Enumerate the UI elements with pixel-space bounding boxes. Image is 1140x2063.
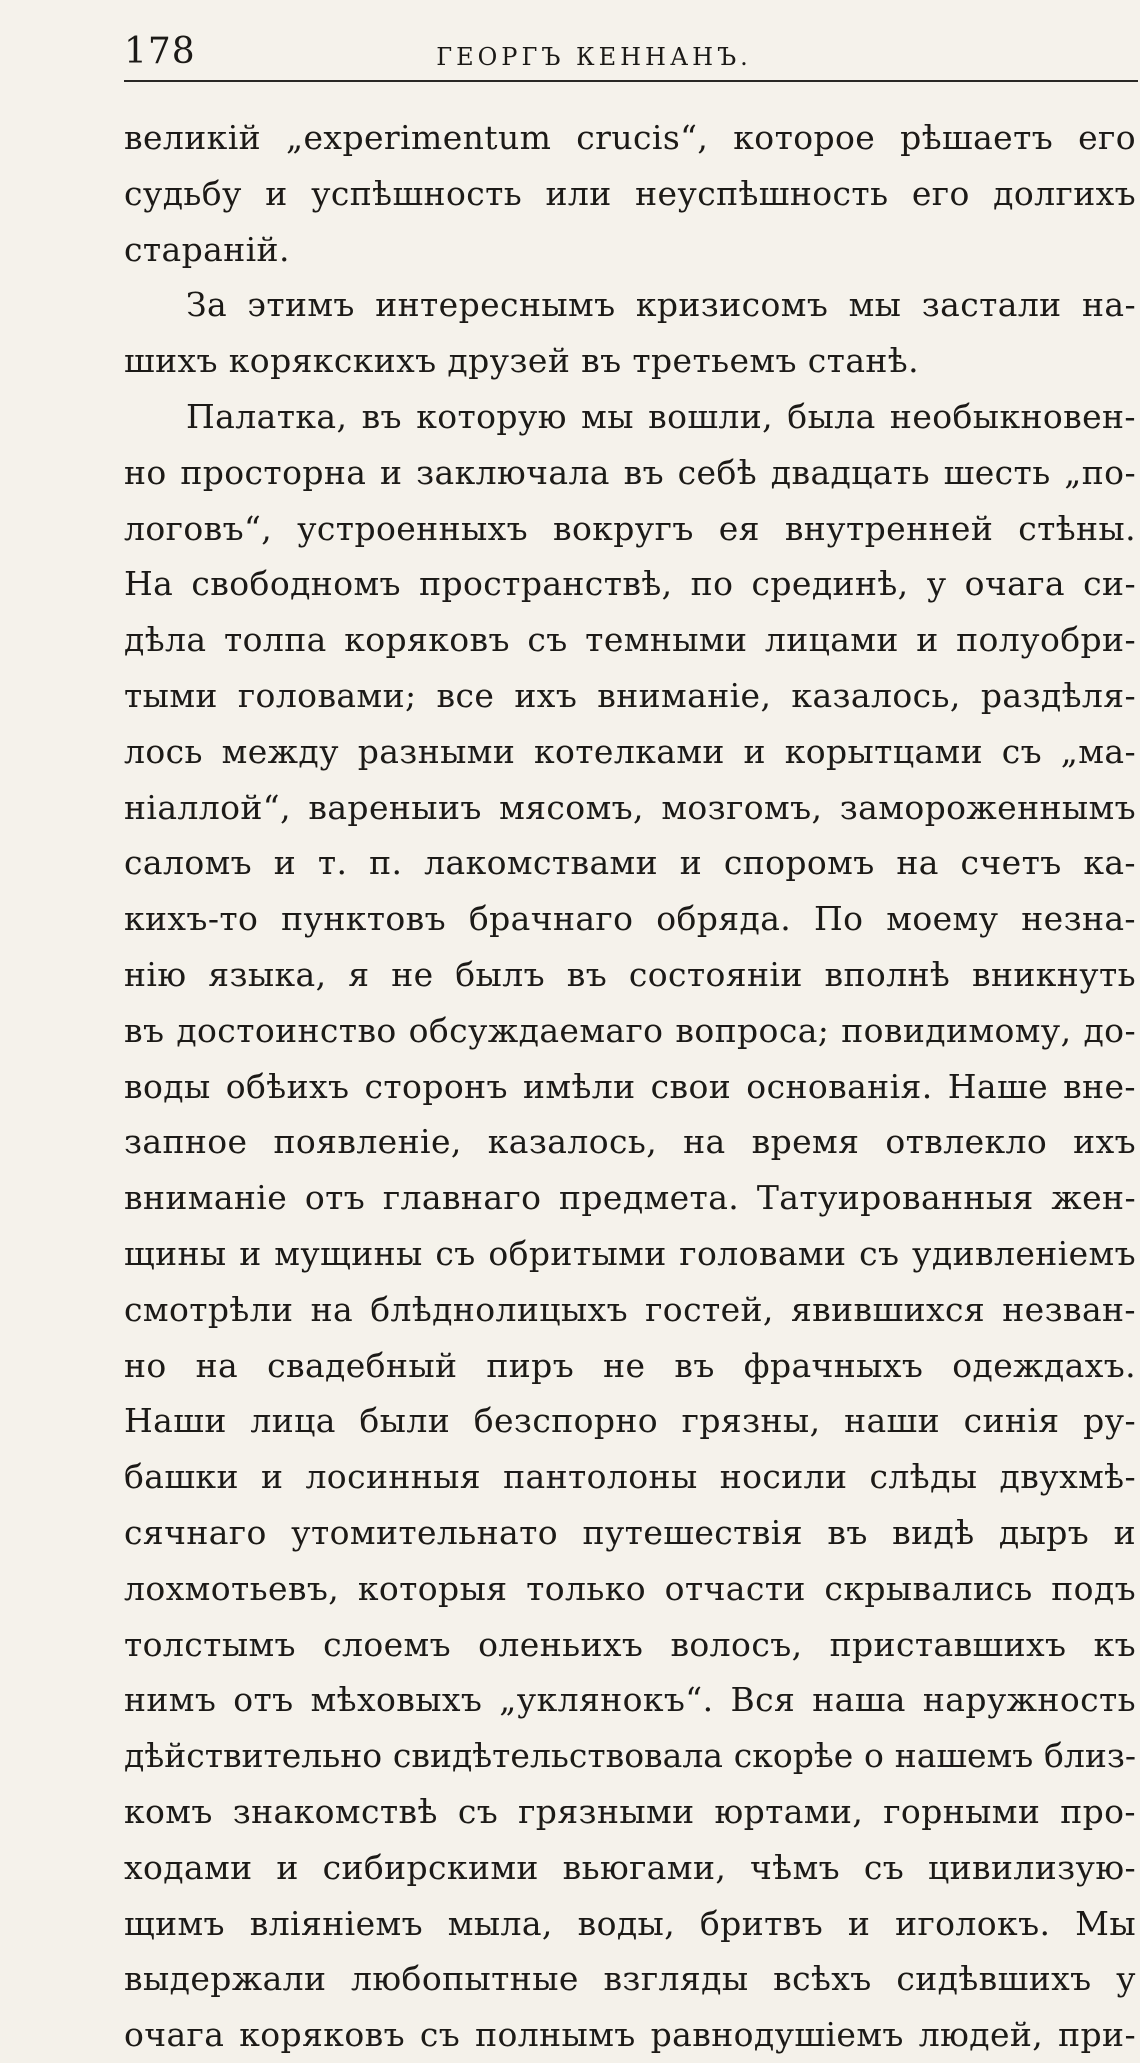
text-line: дѣла толпа коряковъ съ темными лицами и полуобри-: [124, 620, 1136, 660]
text-line: но просторна и заключала въ себѣ двадцать шесть „по-: [124, 452, 1136, 492]
text-line: судьбу и успѣшность или неуспѣшность его долгихъ: [124, 173, 1136, 213]
text-line: башки и лосинныя пантолоны носили слѣды двухмѣ-: [124, 1457, 1136, 1497]
header-rule: [124, 80, 1138, 82]
text-line: вниманіе отъ главнаго предмета. Татуированныя жен-: [124, 1178, 1136, 1218]
text-line: За этимъ интереснымъ кризисомъ мы застали на-: [186, 285, 1136, 325]
text-line: комъ знакомствѣ съ грязными юртами, горными про-: [124, 1791, 1136, 1831]
text-line: запное появленіе, казалось, на время отвлекло ихъ: [124, 1122, 1136, 1162]
text-line: воды обѣихъ сторонъ имѣли свои основанія. Наше вне-: [124, 1066, 1136, 1106]
text-line: ніаллой“, вареныиъ мясомъ, мозгомъ, замороженнымъ: [124, 787, 1136, 827]
text-line: очага коряковъ съ полнымъ равнодушіемъ людей, при-: [124, 2015, 1136, 2055]
text-line: Палатка, въ которую мы вошли, была необыкновен-: [186, 396, 1136, 436]
text-line: ходами и сибирскими вьюгами, чѣмъ съ цивилизую-: [124, 1847, 1136, 1887]
text-line: нимъ отъ мѣховыхъ „уклянокъ“. Вся наша наружность: [124, 1680, 1136, 1720]
text-line: логовъ“, устроенныхъ вокругъ ея внутренней стѣны.: [124, 508, 1136, 548]
page-number: 178: [124, 31, 196, 72]
text-line: лось между разными котелками и корытцами съ „ма-: [124, 731, 1136, 771]
text-line: великій „experimentum crucis“, которое рѣшаетъ его: [124, 118, 1136, 157]
text-line: сячнаго утомительнато путешествія въ видѣ дыръ и: [124, 1512, 1136, 1552]
text-line: нію языка, я не былъ въ состояніи вполнѣ вникнуть: [124, 954, 1136, 994]
text-line: щины и мущины съ обритыми головами съ удивленіемъ: [124, 1233, 1136, 1273]
text-line: шихъ корякскихъ друзей въ третьемъ станѣ.: [124, 341, 919, 381]
text-line: тыми головами; все ихъ вниманіе, казалось, раздѣля-: [124, 675, 1136, 715]
running-title: ГЕОРГЪ КЕННАНЪ.: [436, 43, 752, 71]
text-line: смотрѣли на блѣднолицыхъ гостей, явившихся незван-: [124, 1289, 1136, 1329]
text-line: стараній.: [124, 229, 290, 269]
text-line: въ достоинство обсуждаемаго вопроса; повидимому, до-: [124, 1010, 1136, 1050]
running-head: [124, 22, 1138, 80]
body-text: [124, 110, 1136, 2063]
text-line: щимъ вліяніемъ мыла, воды, бритвъ и иголокъ. Мы: [124, 1903, 1136, 1943]
text-line: дѣйствительно свидѣтельствовала скорѣе о нашемъ близ-: [124, 1736, 1136, 1776]
text-line: Наши лица были безспорно грязны, наши синія ру-: [124, 1401, 1136, 1441]
paragraph: [124, 110, 1136, 277]
text-line: лохмотьевъ, которыя только отчасти скрывались подъ: [124, 1568, 1136, 1608]
text-line: саломъ и т. п. лакомствами и споромъ на счетъ ка-: [124, 843, 1136, 883]
paragraph: [124, 389, 1136, 2063]
text-line: кихъ-то пунктовъ брачнаго обряда. По моему незна-: [124, 899, 1136, 939]
text-line: но на свадебный пиръ не въ фрачныхъ одеждахъ.: [124, 1345, 1136, 1385]
paragraph: [124, 277, 1136, 389]
text-line: выдержали любопытные взгляды всѣхъ сидѣвшихъ у: [124, 1959, 1136, 1999]
text-line: толстымъ слоемъ оленьихъ волосъ, приставшихъ къ: [124, 1624, 1136, 1664]
text-line: На свободномъ пространствѣ, по срединѣ, у очага си-: [124, 564, 1136, 604]
